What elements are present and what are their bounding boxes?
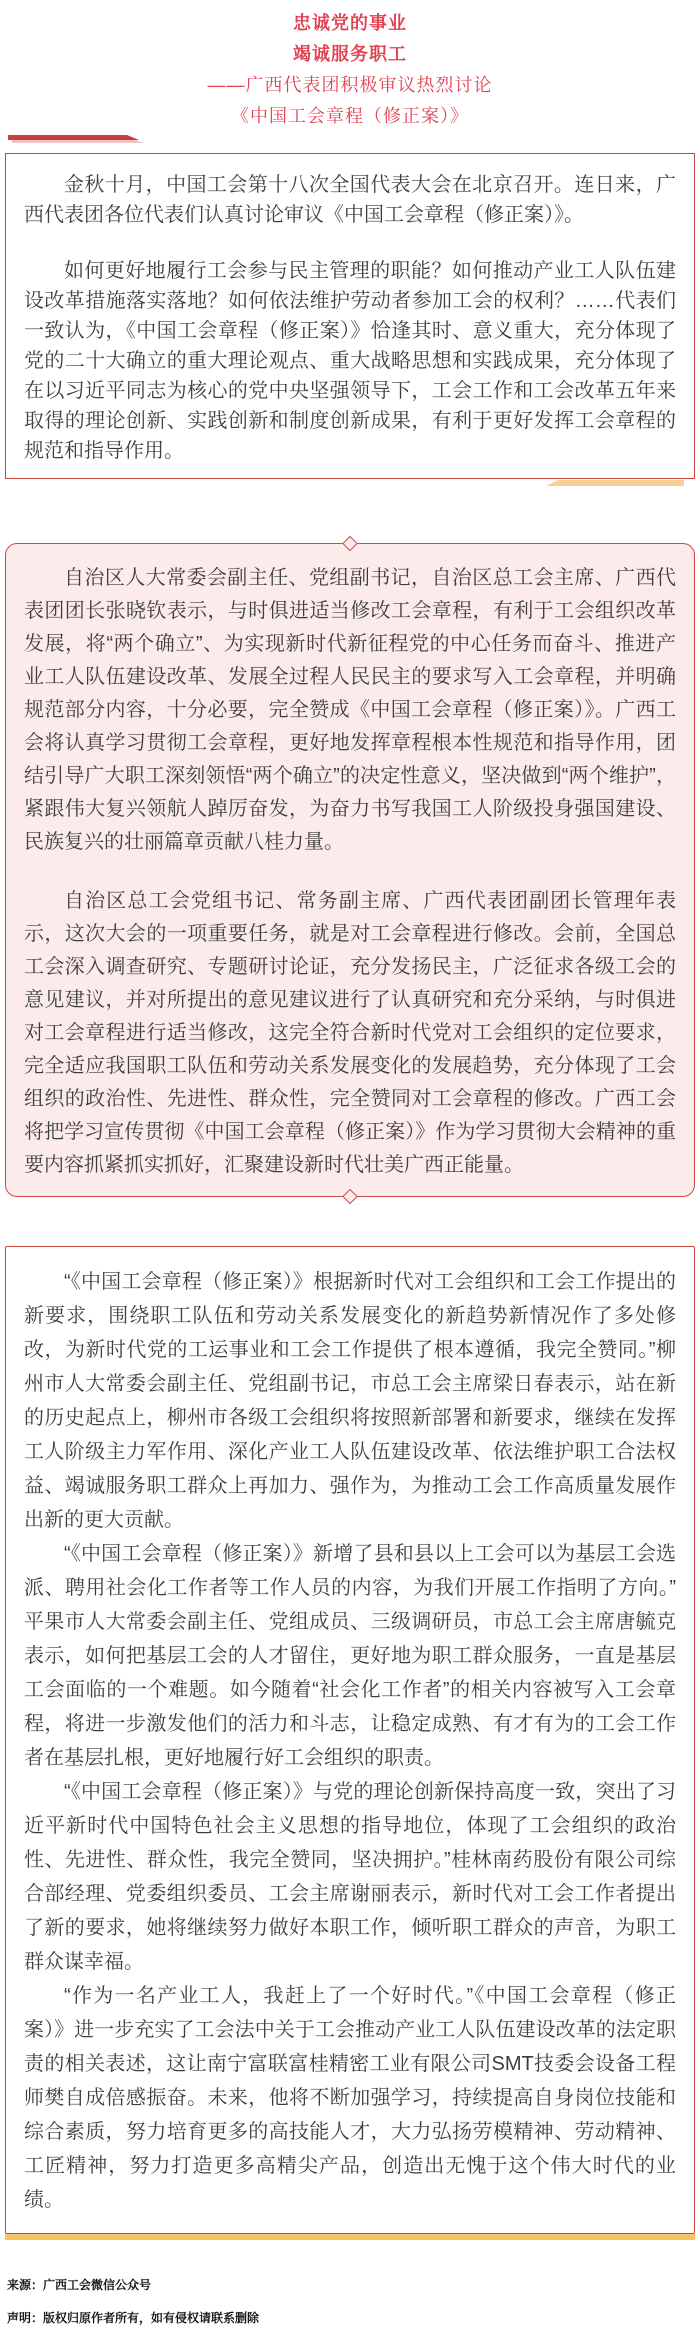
leaders-section: [5, 543, 695, 1197]
title-line-1: 忠诚党的事业: [293, 13, 407, 33]
gold-bottom-accent: [5, 2234, 695, 2240]
article-header: [0, 0, 700, 132]
delegates-paragraph-4: “作为一名产业工人，我赶上了一个好时代。”《中国工会章程（修正案）》进一步充实了工会法中关于工会推动产业工人队伍建设改革的法定职责的相关表述，这让南宁富联富桂精密工业有限公司SMT技委会设备工程师樊自成倍感振奋。未来，他将不断加强学习，持续提高自身岗位技能和综合素质，努力培育更多的高技能人才，大力弘扬劳模精神、劳动精神、工匠精神，努力打造更多高精尖产品，创造出无愧于这个伟大时代的业绩。: [24, 1985, 676, 2211]
delegates-section: [5, 1246, 695, 2234]
orange-corner-accent: [546, 480, 684, 486]
leaders-paragraph-2: 自治区总工会党组书记、常务副主席、广西代表团副团长管理年表示，这次大会的一项重要任务，就是对工会章程进行修改。会前，全国总工会深入调查研究、专题研讨论证，充分发扬民主，广泛征求各级工会的意见建议，并对所提出的意见建议进行了认真研究和充分采纳，与时俱进对工会章程进行适当修改，这完全符合新时代党对工会组织的定位要求，完全适应我国职工队伍和劳动关系发展变化的发展趋势，充分体现了工会组织的政治性、先进性、群众性，完全赞同对工会章程的修改。广西工会将把学习宣传贯彻《中国工会章程（修正案）》作为学习贯彻大会精神的重要内容抓紧抓实抓好，汇聚建设新时代壮美广西正能量。: [24, 890, 676, 1176]
delegates-paragraph-2: “《中国工会章程（修正案）》新增了县和县以上工会可以为基层工会选派、聘用社会化工作者等工作人员的内容，为我们开展工作指明了方向。”平果市人大常委会副主任、党组成员、三级调研员，市总工会主席唐毓克表示，如何把基层工会的人才留住，更好地为职工群众服务，一直是基层工会面临的一个难题。如今随着“社会化工作者”的相关内容被写入工会章程，将进一步激发他们的活力和斗志，让稳定成熟、有才有为的工会工作者在基层扎根，更好地履行好工会组织的职责。: [24, 1543, 676, 1769]
title-line-2: 竭诚服务职工: [293, 44, 407, 64]
delegates-paragraph-3: “《中国工会章程（修正案）》与党的理论创新保持高度一致，突出了习近平新时代中国特色社会主义思想的指导地位，体现了工会组织的政治性、先进性、群众性，我完全赞同，坚决拥护。”桂林南药股份有限公司综合部经理、党委组织委员、工会主席谢丽表示，新时代对工会工作者提出了新的要求，她将继续努力做好本职工作，倾听职工群众的声音，为职工群众谋幸福。: [24, 1781, 676, 1973]
bubble-tick-bottom: [342, 1189, 358, 1205]
accent-divider: [8, 135, 700, 145]
bubble-tick-top: [342, 536, 358, 552]
source-line: 来源：广西工会微信公众号: [7, 2278, 152, 2292]
intro-paragraph-1: 金秋十月，中国工会第十八次全国代表大会在北京召开。连日来，广西代表团各位代表们认真讨论审议《中国工会章程（修正案）》。: [24, 174, 676, 226]
title-line-3: ——广西代表团积极审议热烈讨论: [207, 75, 493, 95]
accent-divider-bar: [8, 135, 139, 140]
delegates-paragraph-1: “《中国工会章程（修正案）》根据新时代对工会组织和工会工作提出的新要求，围绕职工队伍和劳动关系发展变化的新趋势新情况作了多处修改，为新时代党的工运事业和工会工作提供了根本遵循，我完全赞同。”柳州市人大常委会副主任、党组副书记，市总工会主席梁日春表示，站在新的历史起点上，柳州市各级工会组织将按照新部署和新要求，继续在发挥工人阶级主力军作用、深化产业工人队伍建设改革、依法维护职工合法权益、竭诚服务职工群众上再加力、强作为，为推动工会工作高质量发展作出新的更大贡献。: [24, 1271, 676, 1531]
disclaimer-line: 声明：版权归原作者所有，如有侵权请联系删除: [7, 2311, 260, 2325]
intro-paragraph-2: 如何更好地履行工会参与民主管理的职能？如何推动产业工人队伍建设改革措施落实落地？如何依法维护劳动者参加工会的权利？……代表们一致认为，《中国工会章程（修正案）》恰逢其时、意义重大，充分体现了党的二十大确立的重大理论观点、重大战略思想和实践成果，充分体现了在以习近平同志为核心的党中央坚强领导下，工会工作和工会改革五年来取得的理论创新、实践创新和制度创新成果，有利于更好发挥工会章程的规范和指导作用。: [24, 260, 676, 462]
intro-section: [5, 153, 695, 479]
article-footer: [7, 2278, 700, 2325]
leaders-paragraph-1: 自治区人大常委会副主任、党组副书记，自治区总工会主席、广西代表团团长张晓钦表示，与时俱进适当修改工会章程，有利于工会组织改革发展，将“两个确立”、为实现新时代新征程党的中心任务而奋斗、推进产业工人队伍建设改革、发展全过程人民民主的要求写入工会章程，并明确规范部分内容，十分必要，完全赞成《中国工会章程（修正案）》。广西工会将认真学习贯彻工会章程，更好地发挥章程根本性规范和指导作用，团结引导广大职工深刻领悟“两个确立”的决定性意义，坚决做到“两个维护”，紧跟伟大复兴领航人踔厉奋发，为奋力书写我国工人阶级投身强国建设、民族复兴的壮丽篇章贡献八桂力量。: [24, 567, 676, 853]
title-line-4: 《中国工会章程（修正案）》: [231, 106, 469, 126]
